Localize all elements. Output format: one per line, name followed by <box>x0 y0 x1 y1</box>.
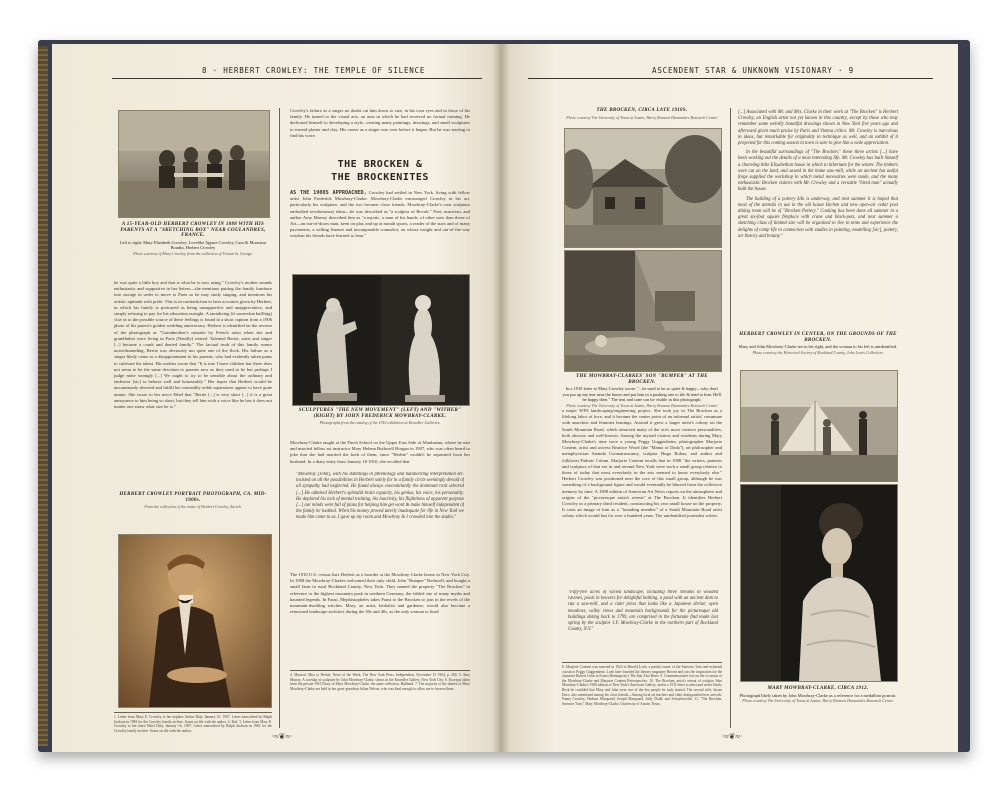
bumper-image <box>565 251 721 371</box>
brocken-photo-credit: Photo courtesy The University of Texas at Austin, Harry Ransom Humanities Research Center. <box>566 114 718 120</box>
book-spine-edge <box>38 46 48 746</box>
brocken-quote <box>738 110 898 240</box>
sculptures-image <box>293 275 469 405</box>
left-column-divider <box>279 108 280 728</box>
right-page-ornament: ·≈❦≈· <box>721 732 743 741</box>
family-photo-image <box>119 111 269 217</box>
family-photo-credit: Photo courtesy of Mary Crowley, from the collection of Tristan St. George. <box>133 250 253 256</box>
section-title <box>290 158 470 184</box>
group-tent-photo <box>740 370 898 482</box>
portrait-caption-title: HERBERT CROWLEY PORTRAIT PHOTOGRAPH, CA. MID-1900s. <box>119 492 267 503</box>
brocken-quote-p1: [...] Associated with Mr. and Mrs. Clarke in their work at "The Brocken" is Herbert Crowley, an English artist not yet known in this country, except by those who may remember some weirdly beautiful drawings shown in New York five years ago and afterward given much praise by Paris and Vienna critics. Mr. Crowley is marvelous in ideas, but remarkable for originality in technique as well, and an exhibit of it projected for this coming season in town is sure to give him a wide appreciation. <box>738 110 898 147</box>
left-footnotes-col1: 1. Letter from Mary E. Crowley to her nephew Arthur Daly, January 16, 1907. Letter transcribed by Ralph Jackson in 1982 for the Crowley family archive. Scans on file with the author. 2. Ibid. 3. Letter from Mary E. Crowley to her niece Ethel Daly, January 16, 1907. Letter transcribed by Ralph Jackson in 1982 for the Crowley family archive. Scans on file with the author. <box>114 712 272 733</box>
family-photo-caption-body: Left to right: Mary Elizabeth Crowley, Lovelike Appsie Crowley, Cara & Monsieur Boudin, Herbert Crowley <box>119 239 267 251</box>
right-column-text: a major WPA landscaping/engineering project. She took joy in The Brocken as a lifelong labor of love, and it became the center point of an informal artists' commune with anarchist and feminist leanings. Around it grew a larger artist's colony on the South Mountain Road, which attracted many of the era's most creative personalities, both obscure and well-known. Among the myriad visitors and residents during Mary Mowbray-Clarke's time were a young Peggy Guggenheim, photographer Marjorie Content, artist and actress Beatrice Wood (the "Mama of Dada"), art philosopher and metaphysician Ananda Coomaraswamy, sculptor Hugo Robus, and author and folklorist Padraic Colum. Marjorie Content recalls that in 1908 "the writers, painters and sculptors of that era in and around New York were such a small group relative to those of today that most everybody in the arts seemed to know everybody else." Herbert Crowley was positioned near the core of this small group, although he was something of a background figure and would eventually be blurred from the collective memory by time. A 1908 edition of American Art News reports on the atmosphere and origins of the "picturesque artist's retreat" at The Brocken. It identifies Herbert Crowley as a primary third resident, constructing his own small house on the property. It casts an image of him as a "founding member" of a South Mountain Road artist colony which would last for over a hundred years. The unidentified journalist writes: <box>562 408 722 519</box>
brocken-photo-caption <box>562 108 722 120</box>
crowley-portrait-image <box>119 535 271 707</box>
col2-end-text: The 1910 U.S. census lists Herbert as a boarder at the Mowbray-Clarke house in New York City. In 1908 the Mowbray-Clarkes welcomed their only child, John "Bumper" Bothwell, and bought a small farm in rural Rockland County, New York. They named the property "The Brocken" in reference to the highest mountain peak in northern Germany, the fabled site of many myths and haunted legends. In Faust, Mephistopheles takes Faust to the Brocken to join in the revels of the mountain-dwelling witches. Mary, an artist, herbalist and gardener, would also become a renowned landscape architect during the 30s and 40s, as the only woman to head <box>290 572 470 615</box>
sculptures-caption-title: SCULPTURES "THE NEW MOVEMENT" (LEFT) AND "WITHER" (RIGHT) BY JOHN FREDERICK MOWBRAY-CLARKE. <box>298 408 462 419</box>
left-header-rule <box>112 78 482 79</box>
portrait-credit: From the collection of the estate of Herbert Crowley, Zurich. <box>144 504 242 510</box>
mary-portrait-photo <box>740 484 898 682</box>
section-body <box>290 190 470 243</box>
section-lead: AS THE 1900S APPROACHED, <box>290 190 367 196</box>
left-page-ornament: ·≈❦≈· <box>271 732 293 741</box>
right-footnotes: 8. Marjorie Content was married in 1924 to Harold Loeb, a partial owner of the Sunwise Turn and maternal cousin to Peggy Guggenheim. Loeb later founded the literary magazine Broom and was the inspiration for the character Robert Cohn in Ernest Hemingway's The Sun Also Rises. 9. Commemorative text on the occasion of the Mowbray-Clarke and Marjorie Content Retrospective. 10. The Brocken, artist's retreat of sculptor John Mowbray-Clarke's 1908 edition of New York's American Gallery, and in a 1911 letter to artist and writer Emily Beck he confided that Mary and John were two of the few people he truly trusted. The second wife, Susan Doro, also mentioned among his close friends—Among local art teachers and other distinguished new arrivals: Fanny Crowley, Hudson Marquand, Joseph Marquand, Sally Dodd, and Schuylersville. 11. "The Brocken, Sunwise Turn," Mary Mowbray-Clarke, University of Austin, Texas. <box>562 662 722 725</box>
brocken-quote-p3: The building of a pottery kiln is underway, and next summer it is hoped that most of the utensils in use in the old house kitchen and new open-air cedar post dining room will be of "Brocken Pottery." Cooking has been done all summer in a great six-foot square fireplace with crane and black-pots, and next summer a sketching class of limited size will be organized to live in tents and experience the delights of camp life in connection with studies in painting, modelling [sic], pottery, art history and botany." <box>738 196 898 239</box>
mary-portrait-credit: Photo courtesy The University of Texas at Austin, Harry Ransom Humanities Research Center. <box>742 698 894 704</box>
right-header-rule <box>528 78 933 79</box>
section-title-line1: THE BROCKEN & <box>337 159 423 170</box>
diary-quote: "Mowbray [John], with his dabblings in phrenology and handwriting interpretation etc. insisted on all the possibilities in Herbert solely for in a family circle seemingly devoid of all sympathy had neglected. He found always concomitantly the dominant trait selected [...] He admired Herbert's splendid brain capacity, his genius, his voice, his personality. He deplored his lack of mental training, his inactivity, his flightiness of apparent purpose [...] our minds were full of plans for helping him get work & make himself independent of the family he loathed. When his money proved utterly inadequate for life in New York we made him come to us. I gave up my room and Mowbray & I crowded into the studio." <box>296 472 464 521</box>
mary-portrait-image <box>741 485 897 681</box>
brocken-photo-caption-title: THE BROCKEN, CIRCA LATE 1910S. <box>596 108 688 113</box>
family-photo-caption <box>114 222 272 257</box>
col2-intro-text: Crowley's failure as a singer no doubt cut him down to size, in his own eyes and in those of his family. He turned to the visual arts, an area in which he had received no formal training. He dedicated himself to developing a style, creating many paintings, drawings, and small sculptures to extend plaster and clay. His career as a singer was over before it began. But he was starting to find his voice. <box>290 108 470 138</box>
art-news-quote: "Fifty-five acres of varied landscape, including three streams in wooded ravines, pools in beavers for delightful bathing, a pond with an ancient dam to run a saw-mill, and a cider press that looks like a Japanese shrine; open meadows, valley views and mountain backgrounds for the picturesque old buildings dating back to 1799, are comprised in the fortunate find made last spring by the sculptor J.F. Mowbray-Clarke in the northern part of Rockland County, N.Y." <box>568 590 718 633</box>
family-photo-caption-title: A 15-YEAR-OLD HERBERT CROWLEY IN 1888 WITH HIS PARENTS AT A "SKETCHING BOX" NEAR COULANDRES, FRANCE. <box>120 222 266 239</box>
right-column-divider <box>730 108 731 728</box>
group-photo-caption-body: Mary and John Mowbray-Clarke are to his right, and the woman to his left is unidentified. <box>738 344 898 350</box>
brocken-house-image <box>565 129 721 247</box>
section-title-line2: THE BROCKENITES <box>331 172 429 183</box>
left-footnotes-col2: 4. Musical, Miss to Herbie, News of the Week, The New York Press, Independent, November 15 1904, p. 284. 5. Amy Murray, A worship of sculpture by John Mowbray-Clarke, shows in the Knoedler Gallery, New York City. 6. Excerpts taken from the private 1910 Diary of Mary Mowbray-Clarke, the same collection, Hubbard. 7. The majority of the diaries of Mary Mowbray-Clarke are held in her great-grandson Julian Nelson, who was kind enough to allow me to browse them. <box>290 670 470 713</box>
bumper-photo-caption <box>562 374 722 409</box>
mary-portrait-caption-body: Photograph likely taken by John Mowbray-Clarke as a reference for a medallion portrait. <box>739 692 897 698</box>
bumper-photo <box>564 250 722 372</box>
right-page-header: ASCENDENT STAR & UNKNOWN VISIONARY · 9 <box>652 66 854 75</box>
left-column-text: he was quite a little boy and that is what he is now using." Crowley's mother sounds enthusiastic and supportive in her letters—she mentions putting the family furniture into storage in order to move to Paris so he may study singing, and mentions his artistic aptitude with pride. This is in contradiction to later accounts given by Herbert, in which his family is portrayed as being unsupportive and unappreciative, and simply refusing to pay for his education outright. A tantalizing (if somewhat baffling) clue as to the possible source of these feelings is found in a short caption from a 1906 photo of his parent's golden wedding anniversary. Herbert is identified on the reverse of the photograph as "Grandmother's mistake by French artist when she and grandfather were living in Paris (Neuilly) retired. Talented Bertie, artist and singer [...] became a crank and denied family." The factual truth of this family rumor notwithstanding, Bertie was obviously not quite one of the flock. His failure as a singer likely came as a disappointment to his parents, who had evidently taken pains to cultivate his talent. His mother wrote that "It is true I have children but there does not seem to be the same devotion to parents now as they used to be but perhaps I judge mine wrongly [...] We ought to try to be sensible about the ordinary and endeavor [sic] to behave well and honourably." Her hopes that Herbert would be uncommonly devoted and fulfill her ostensibly noble aspirations appear to have gone unmet. She wrote to her niece Ethel that "Bertie [...] is very short [...] it is a great annoyance to him being so short, but they tell him with a voice like he has it does not matter one straw what size he is." <box>114 280 272 410</box>
group-photo-caption-title: HERBERT CROWLEY IN CENTER, ON THE GROUNDS OF THE BROCKEN. <box>739 332 897 343</box>
sculptures-credit: Photographs from the catalog of the 1910 exhibition at Knoedler Galleries. <box>319 420 441 426</box>
group-photo-credit: Photo courtesy the Historical Society of Rockland County, John Lewis Collection. <box>752 349 884 355</box>
brocken-house-photo <box>564 128 722 248</box>
section-text: Crowley had settled in New York, living with fellow artist John Frederick Mowbray-Clarke. Mowbray-Clarke encouraged Crowley in his art, particularly his sculpture, and the two became close friends. Mowbray-Clarke's own sculpture embodied revolutionary ideas—he was described as "a sculptor of Revolt." Poet, musician, and author Amy Murray described him as "a mystic, a man of his hands, of other uses than those of Art—an out-of-doors man, keen on plat, and up at mouth sports, a reader of the stars and of many pavements, a willing listener and incomparable counselor, on whose insight and out-of-the-way wisdom his friends have learned to lean." <box>290 190 470 239</box>
group-tent-image <box>741 371 897 481</box>
right-page <box>500 44 958 752</box>
family-photo <box>118 110 270 218</box>
left-page-header: 8 · HERBERT CROWLEY: THE TEMPLE OF SILENCE <box>202 66 426 75</box>
crowley-portrait-photo <box>118 534 272 708</box>
left-page <box>52 44 500 752</box>
mary-portrait-caption <box>736 686 900 704</box>
sculptures-caption <box>290 408 470 426</box>
portrait-caption <box>114 492 272 510</box>
mary-portrait-caption-title: MARY MOWBRAY-CLARKE, CIRCA 1912. <box>767 686 869 691</box>
sculptures-photo <box>292 274 470 406</box>
bumper-photo-caption-title: THE MOWBRAY-CLARKES' SON "BUMPER" AT THE BROCKEN. <box>576 374 708 385</box>
bumper-photo-caption-body: In a 1910 letter to Mary Crowley wrote: "...he used to be so quiet & happy—why don't you put up my tent near the house and put him in a pushing one to tile & tend to him. He'll be happy then." The tent and cane can be visible in this photograph. <box>562 386 722 403</box>
brocken-quote-p2: In the beautiful surroundings of "The Brocken," these three artists [...] have been working out the details of a most interesting life. Mr. Crowley has built himself a charming little Elizabethan house in which to hibernate for the winter. The timbers were cut on the land, and sawed in the home saw-mill, while an ancient but useful forge supplied the workshop in which metal necessities were made, and the many enthusiastic Brocken visitors with Mr. Crowley and a versatile "hired man" actually built the house. <box>738 150 898 193</box>
col2-body-text: Mowbray-Clarke taught at the Finch School on the Upper East Side of Manhattan, where he met and married fellow art instructor Mary Helena Bothwell Horgan in 1907, who was often heard to joke that she had married the both of them, since "Herbie" couldn't be separated from her husband. In a diary entry from January 18 1910, she recalled that <box>290 440 470 464</box>
book-gutter <box>492 44 510 752</box>
bumper-photo-credit: Photo courtesy The University of Texas at Austin, Harry Ransom Humanities Research Center. <box>566 402 718 408</box>
group-photo-caption <box>736 332 900 355</box>
